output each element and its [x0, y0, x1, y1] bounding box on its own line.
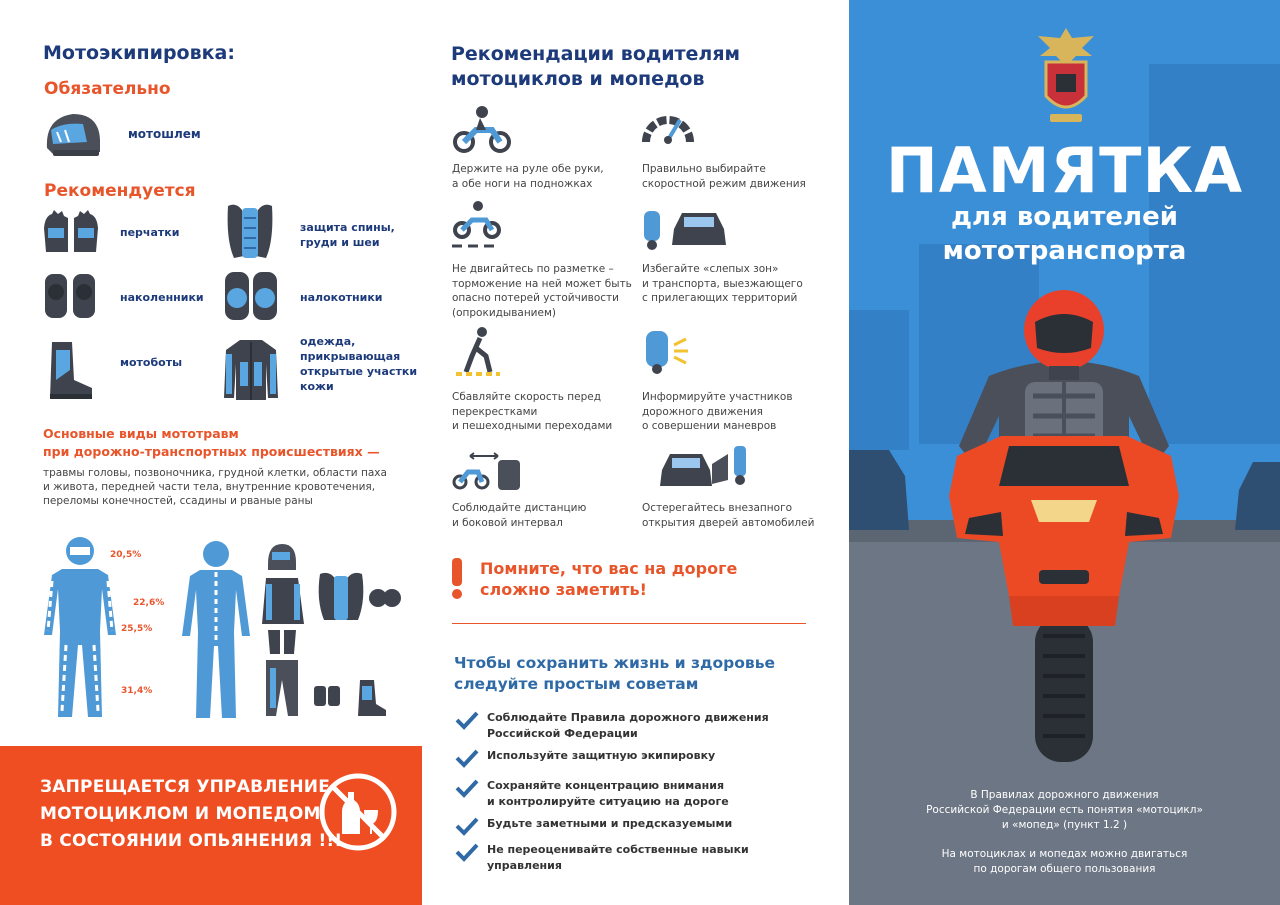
back-protector-icon — [222, 200, 278, 260]
exclamation-icon — [448, 556, 466, 600]
advice-text: Соблюдайте Правила дорожного движения Российской Федерации — [487, 711, 769, 740]
knee-pads-label: наколенники — [120, 291, 204, 304]
injury-percent-arms: 25,5% — [121, 624, 153, 634]
divider — [452, 623, 806, 624]
injury-percent-head: 20,5% — [110, 550, 142, 560]
check-icon — [455, 778, 479, 802]
jacket-icon — [222, 338, 280, 402]
advice-text: Не переоценивайте собственные навыки управления — [487, 843, 749, 872]
tip-crossings: Сбавляйте скорость перед перекрестками и пешеходными переходами — [452, 391, 613, 432]
distance-icon — [452, 450, 522, 492]
check-icon — [455, 816, 479, 840]
pedestrian-icon — [452, 326, 504, 378]
road-marking-icon — [452, 200, 504, 250]
no-alcohol-icon — [318, 772, 398, 852]
recommendations-title: Рекомендации водителям мотоциклов и мопедов — [451, 43, 741, 90]
tip-car-doors: Остерегайтесь внезапного открытия дверей автомобилей — [642, 502, 815, 529]
gloves-label: перчатки — [120, 226, 180, 239]
banner-text: ЗАПРЕЩАЕТСЯ УПРАВЛЕНИЕ МОТОЦИКЛОМ И МОПЕДОМ В СОСТОЯНИИ ОПЬЯНЕНИЯ !!! — [40, 777, 343, 851]
injury-percent-legs: 31,4% — [121, 686, 153, 696]
advice-text: Используйте защитную экипировку — [487, 749, 716, 762]
advice-item — [455, 816, 815, 842]
advice-item — [455, 748, 815, 778]
advice-text: Сохраняйте концентрацию внимания и контролируйте ситуацию на дороге — [487, 779, 729, 808]
back-protector-label: защита спины, груди и шеи — [300, 221, 395, 249]
injuries-heading-line2: при дорожно-транспортных происшествиях — — [43, 444, 380, 459]
elbow-pads-label: налокотники — [300, 291, 383, 304]
motorcyclist-illustration — [939, 286, 1189, 764]
tip-handlebar: Держите на руле обе руки, а обе ноги на подножках — [452, 163, 604, 190]
advice-item — [455, 842, 815, 880]
advice-list — [455, 710, 815, 880]
boots-icon — [46, 340, 96, 402]
check-icon — [455, 710, 479, 734]
cover-note-1: В Правилах дорожного движения Российской Федерации есть понятия «мотоцикл» и «мопед» (пункт 1.2 ) — [926, 789, 1203, 831]
injuries-heading — [43, 425, 380, 461]
gloves-icon — [42, 208, 100, 256]
helmet-icon — [43, 108, 103, 160]
police-emblem-icon — [1032, 26, 1100, 128]
injuries-text: травмы головы, позвоночника, грудной клетки, области паха и живота, передней части тела, внутренние кровотечения, переломы конечностей, ссадины и рваные раны — [43, 467, 387, 507]
gear-set-icon — [262, 540, 402, 716]
equipment-title: Мотоэкипировка: — [43, 42, 235, 64]
speedometer-icon — [642, 104, 694, 148]
cover-subtitle: для водителей мототранспорта — [942, 202, 1187, 266]
injury-percent-chest: 22,6% — [133, 598, 165, 608]
clothing-label: одежда, прикрывающая открытые участки кожи — [300, 335, 418, 393]
visibility-warning: Помните, что вас на дороге сложно заметить! — [480, 559, 738, 599]
cover-note-2: На мотоциклах и мопедах можно двигаться по дорогам общего пользования — [941, 848, 1188, 875]
check-icon — [455, 842, 479, 866]
turn-signal-icon — [642, 325, 692, 375]
drunk-driving-banner — [0, 746, 422, 905]
tip-speed: Правильно выбирайте скоростной режим движения — [642, 163, 806, 190]
advice-item — [455, 710, 815, 748]
helmet-label: мотошлем — [128, 127, 201, 141]
blind-spot-icon — [640, 205, 730, 251]
cover-panel — [849, 0, 1280, 905]
car-door-icon — [658, 440, 750, 490]
advice-item — [455, 778, 815, 816]
injuries-heading-line1: Основные виды мототравм — [43, 426, 239, 441]
tip-markings: Не двигайтесь по разметке – торможение на ней может быть опасно потерей устойчивости (опрокидыванием) — [452, 263, 632, 319]
tip-signals: Информируйте участников дорожного движения о совершении маневров — [642, 391, 793, 432]
advice-text: Будьте заметными и предсказуемыми — [487, 817, 733, 830]
mandatory-heading: Обязательно — [44, 79, 171, 99]
recommended-heading: Рекомендуется — [44, 181, 196, 201]
advice-title: Чтобы сохранить жизнь и здоровье следуйте простым советам — [454, 654, 776, 693]
tip-blind-spots: Избегайте «слепых зон» и транспорта, выезжающего с прилегающих территорий — [642, 263, 803, 304]
body-figure-front-icon — [40, 535, 120, 721]
motorcyclist-icon — [452, 104, 512, 154]
tip-distance: Соблюдайте дистанцию и боковой интервал — [452, 502, 587, 529]
body-figure-back-icon — [178, 540, 254, 722]
cover-title: ПАМЯТКА — [885, 134, 1244, 207]
elbow-pads-icon — [223, 270, 279, 324]
boots-label: мотоботы — [120, 356, 183, 369]
knee-pads-icon — [43, 270, 97, 322]
check-icon — [455, 748, 479, 772]
